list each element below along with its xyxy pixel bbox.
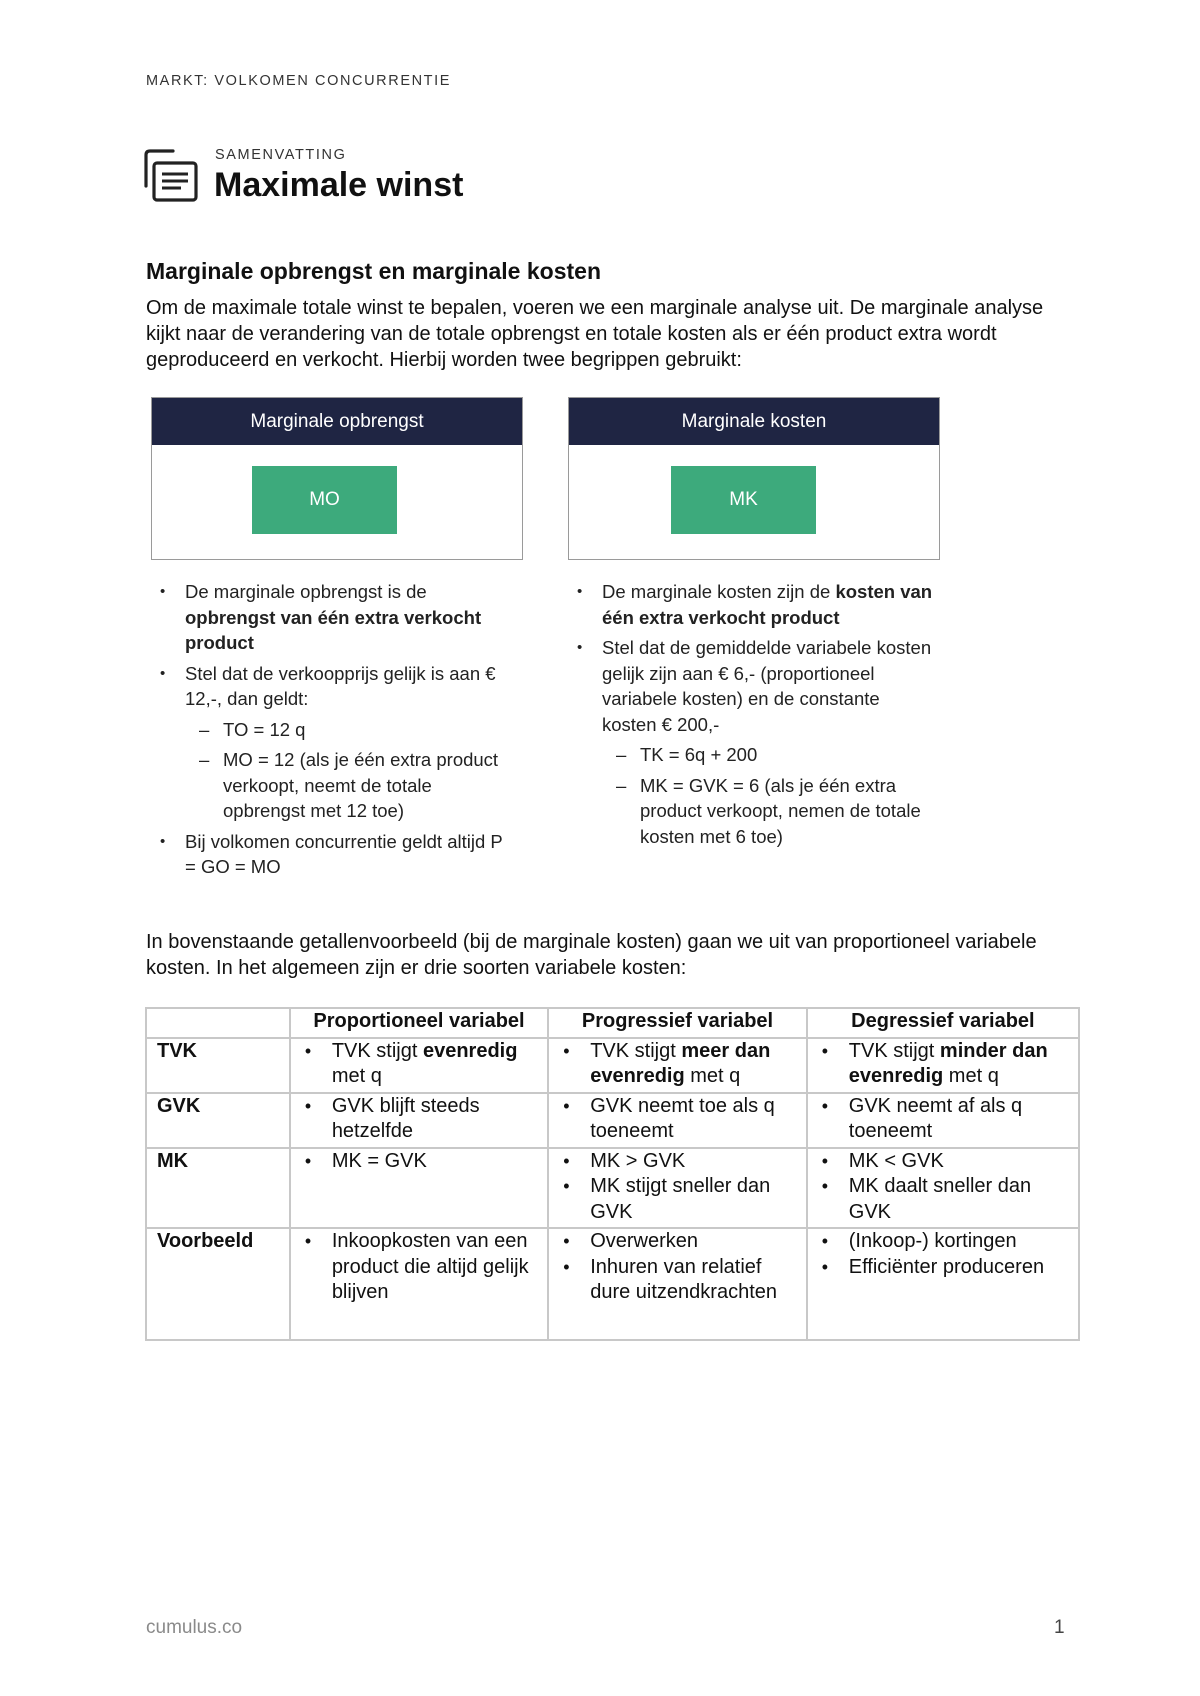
card-header: Marginale opbrengst xyxy=(152,398,522,445)
table-cell xyxy=(807,1228,1079,1340)
cell-bullet: • Overwerken xyxy=(557,1229,798,1255)
table-header-cell: Progressief variabel xyxy=(548,1008,807,1038)
footer-brand: cumulus.co xyxy=(146,1617,243,1638)
cell-bullet: • GVK blijft steeds hetzelfde xyxy=(299,1094,539,1145)
cell-bullet: • TVK stijgt evenredig met q xyxy=(299,1039,539,1090)
document-stack-icon xyxy=(143,148,199,204)
list-item: • Stel dat de gemiddelde variabele kosten gelijk zijn aan € 6,- (proportioneel variabele kosten) en de constante kosten € 200,- xyxy=(570,635,935,737)
table-cell xyxy=(290,1148,548,1229)
table-header-cell xyxy=(146,1008,290,1038)
table-header-cell: Degressief variabel xyxy=(807,1008,1079,1038)
cell-bullet: • MK > GVK xyxy=(557,1149,798,1175)
table-cell xyxy=(290,1093,548,1148)
summary-kicker: SAMENVATTING xyxy=(215,147,347,163)
table-cell xyxy=(548,1093,807,1148)
running-header: MARKT: VOLKOMEN CONCURRENTIE xyxy=(146,73,452,89)
row-label: Voorbeeld xyxy=(146,1228,290,1340)
intro-paragraph: Om de maximale totale winst te bepalen, voeren we een marginale analyse uit. De marginale analyse kijkt naar de verandering van de totale opbrengst en totale kosten als er één product extra wordt geproduceerd en verkocht. Hierbij worden twee begrippen gebruikt: xyxy=(146,297,1044,371)
variable-cost-table xyxy=(145,1007,1080,1341)
page-title: Maximale winst xyxy=(214,166,464,204)
cell-bullet: • GVK neemt toe als q toeneemt xyxy=(557,1094,798,1145)
card-badge-mk: MK xyxy=(671,466,816,534)
left-bullet-list xyxy=(153,579,503,885)
table-row xyxy=(146,1038,1079,1093)
table-header-cell: Proportioneel variabel xyxy=(290,1008,548,1038)
table-cell xyxy=(290,1228,548,1340)
list-item: • Bij volkomen concurrentie geldt altijd P = GO = MO xyxy=(153,829,503,880)
row-label: GVK xyxy=(146,1093,290,1148)
cost-types-paragraph: In bovenstaande getallenvoorbeeld (bij de marginale kosten) gaan we uit van proportioneel variabele kosten. In het algemeen zijn er drie soorten variabele kosten: xyxy=(146,931,1037,979)
section-heading: Marginale opbrengst en marginale kosten xyxy=(146,258,601,284)
cell-bullet: • MK daalt sneller dan GVK xyxy=(816,1174,1070,1225)
table-row xyxy=(146,1228,1079,1340)
cell-bullet: • MK = GVK xyxy=(299,1149,539,1175)
card-marginale-kosten xyxy=(568,397,940,560)
cell-bullet: • MK < GVK xyxy=(816,1149,1070,1175)
cell-bullet: • TVK stijgt meer dan evenredig met q xyxy=(557,1039,798,1090)
table-row xyxy=(146,1148,1079,1229)
row-label: TVK xyxy=(146,1038,290,1093)
list-item: • De marginale opbrengst is de opbrengst van één extra verkocht product xyxy=(153,579,503,656)
table-cell xyxy=(548,1038,807,1093)
card-marginale-opbrengst xyxy=(151,397,523,560)
right-bullet-list xyxy=(570,579,935,854)
table-cell xyxy=(807,1038,1079,1093)
cell-bullet: • (Inkoop-) kortingen xyxy=(816,1229,1070,1255)
cell-bullet: • GVK neemt af als q toeneemt xyxy=(816,1094,1070,1145)
table-header-row xyxy=(146,1008,1079,1038)
cell-bullet: • TVK stijgt minder dan evenredig met q xyxy=(816,1039,1070,1090)
list-subitem: – TK = 6q + 200 xyxy=(570,742,935,768)
table-cell xyxy=(807,1148,1079,1229)
table-cell xyxy=(548,1148,807,1229)
table-cell xyxy=(548,1228,807,1340)
cell-bullet: • Inhuren van relatief dure uitzendkrachten xyxy=(557,1255,798,1306)
table-row xyxy=(146,1093,1079,1148)
card-header: Marginale kosten xyxy=(569,398,939,445)
card-badge-mo: MO xyxy=(252,466,397,534)
table-cell xyxy=(807,1093,1079,1148)
list-item: • Stel dat de verkoopprijs gelijk is aan € 12,-, dan geldt: xyxy=(153,661,503,712)
cell-bullet: • MK stijgt sneller dan GVK xyxy=(557,1174,798,1225)
list-subitem: – MK = GVK = 6 (als je één extra product verkoopt, nemen de totale kosten met 6 toe) xyxy=(570,773,935,850)
row-label: MK xyxy=(146,1148,290,1229)
list-subitem: – MO = 12 (als je één extra product verkoopt, neemt de totale opbrengst met 12 toe) xyxy=(153,747,503,824)
table-cell xyxy=(290,1038,548,1093)
cell-bullet: • Inkoopkosten van een product die altijd gelijk blijven xyxy=(299,1229,539,1306)
cell-bullet: • Efficiënter produceren xyxy=(816,1255,1070,1281)
page-number: 1 xyxy=(1054,1617,1065,1638)
list-item: • De marginale kosten zijn de kosten van één extra verkocht product xyxy=(570,579,935,630)
list-subitem: – TO = 12 q xyxy=(153,717,503,743)
